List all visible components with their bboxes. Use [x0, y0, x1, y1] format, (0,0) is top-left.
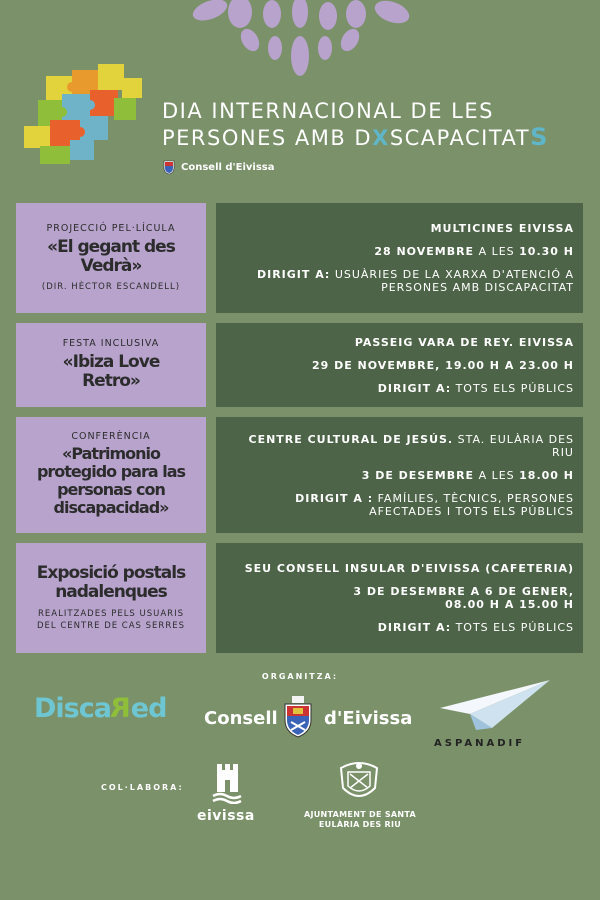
event-target: DIRIGIT A : FAMÍLIES, TÈCNICS, PERSONES AFECTADES I TOTS ELS PÚBLICS — [295, 491, 574, 518]
ajuntament-text: AJUNTAMENT DE SANTA EULÀRIA DES RIU — [303, 810, 417, 829]
ibiza-puzzle-map-icon — [18, 60, 148, 170]
event-target: DIRIGIT A: TOTS ELS PÚBLICS — [377, 621, 574, 634]
event-title: «El gegant des Vedrà» — [47, 237, 175, 276]
castle-tower-icon — [212, 762, 242, 804]
title-line-2: PERSONES AMB DXSCAPACITATS — [162, 123, 549, 151]
coat-of-arms-icon — [163, 160, 175, 175]
event-card — [16, 203, 583, 313]
event-details — [216, 417, 583, 533]
title-line-1: DIA INTERNACIONAL DE LES — [162, 99, 494, 123]
collaborator-label: COL·LABORA: — [101, 783, 184, 792]
event-caption: PROJECCIÓ PEL·LÍCULA — [46, 223, 176, 234]
event-info — [16, 417, 206, 533]
event-subtitle: (DIR. HÈCTOR ESCANDELL) — [41, 282, 181, 292]
paper-plane-icon — [440, 678, 552, 733]
event-info — [16, 323, 206, 407]
event-details — [216, 323, 583, 407]
event-place: SEU CONSELL INSULAR D'EIVISSA (CAFETERIA) — [244, 562, 574, 575]
event-subtitle: REALITZADES PELS USUARIS DEL CENTRE DE CAS SERRES — [37, 609, 185, 631]
event-target: DIRIGIT A: TOTS ELS PÚBLICS — [377, 381, 574, 395]
event-card — [16, 323, 583, 407]
event-caption: CONFERÈNCIA — [71, 431, 151, 442]
event-place: PASSEIG VARA DE REY. EIVISSA — [354, 335, 574, 349]
event-title: Exposició postals nadalenques — [36, 563, 186, 602]
event-details — [216, 543, 583, 653]
event-date: 3 DE DESEMBRE A 6 DE GENER, 08.00 H A 15.00 H — [353, 585, 574, 611]
event-card — [16, 417, 583, 533]
municipal-seal-icon — [336, 758, 382, 806]
org-name: Consell d'Eivissa — [181, 162, 275, 173]
event-info — [16, 203, 206, 313]
consell-logo-text: Consell — [204, 708, 278, 729]
eivissa-municipality-text: eivissa — [197, 808, 255, 824]
aspanadif-logo-text: ASPANADIF — [434, 738, 526, 749]
event-title: «Patrimonio protegido para las personas con discapacidad» — [36, 444, 186, 517]
event-place: CENTRE CULTURAL DE JESÚS. STA. EULÀRIA DES RIU — [248, 432, 574, 459]
organizer-label: ORGANITZA: — [261, 672, 339, 681]
eivissa-logo-text: d'Eivissa — [324, 708, 413, 729]
event-place: MULTICINES EIVISSA — [430, 222, 574, 235]
event-title: «Ibiza Love Retro» — [62, 351, 160, 391]
event-date: 3 DE DESEMBRE A LES 18.00 H — [361, 468, 574, 482]
header-organization — [163, 160, 274, 175]
event-details — [216, 203, 583, 313]
event-date: 29 DE NOVEMBRE, 19.00 H A 23.00 H — [311, 358, 574, 372]
event-target: DIRIGIT A: USUÀRIES DE LA XARXA D'ATENCIÓ A PERSONES AMB DISCAPACITAT — [256, 268, 574, 294]
discared-logo: DiscaRed — [34, 693, 167, 724]
event-info — [16, 543, 206, 653]
page-title — [162, 98, 549, 151]
coat-of-arms-icon — [283, 696, 313, 738]
event-card — [16, 543, 583, 653]
event-caption: FESTA INCLUSIVA — [62, 337, 160, 349]
event-date: 28 NOVEMBRE A LES 10.30 H — [374, 245, 574, 258]
